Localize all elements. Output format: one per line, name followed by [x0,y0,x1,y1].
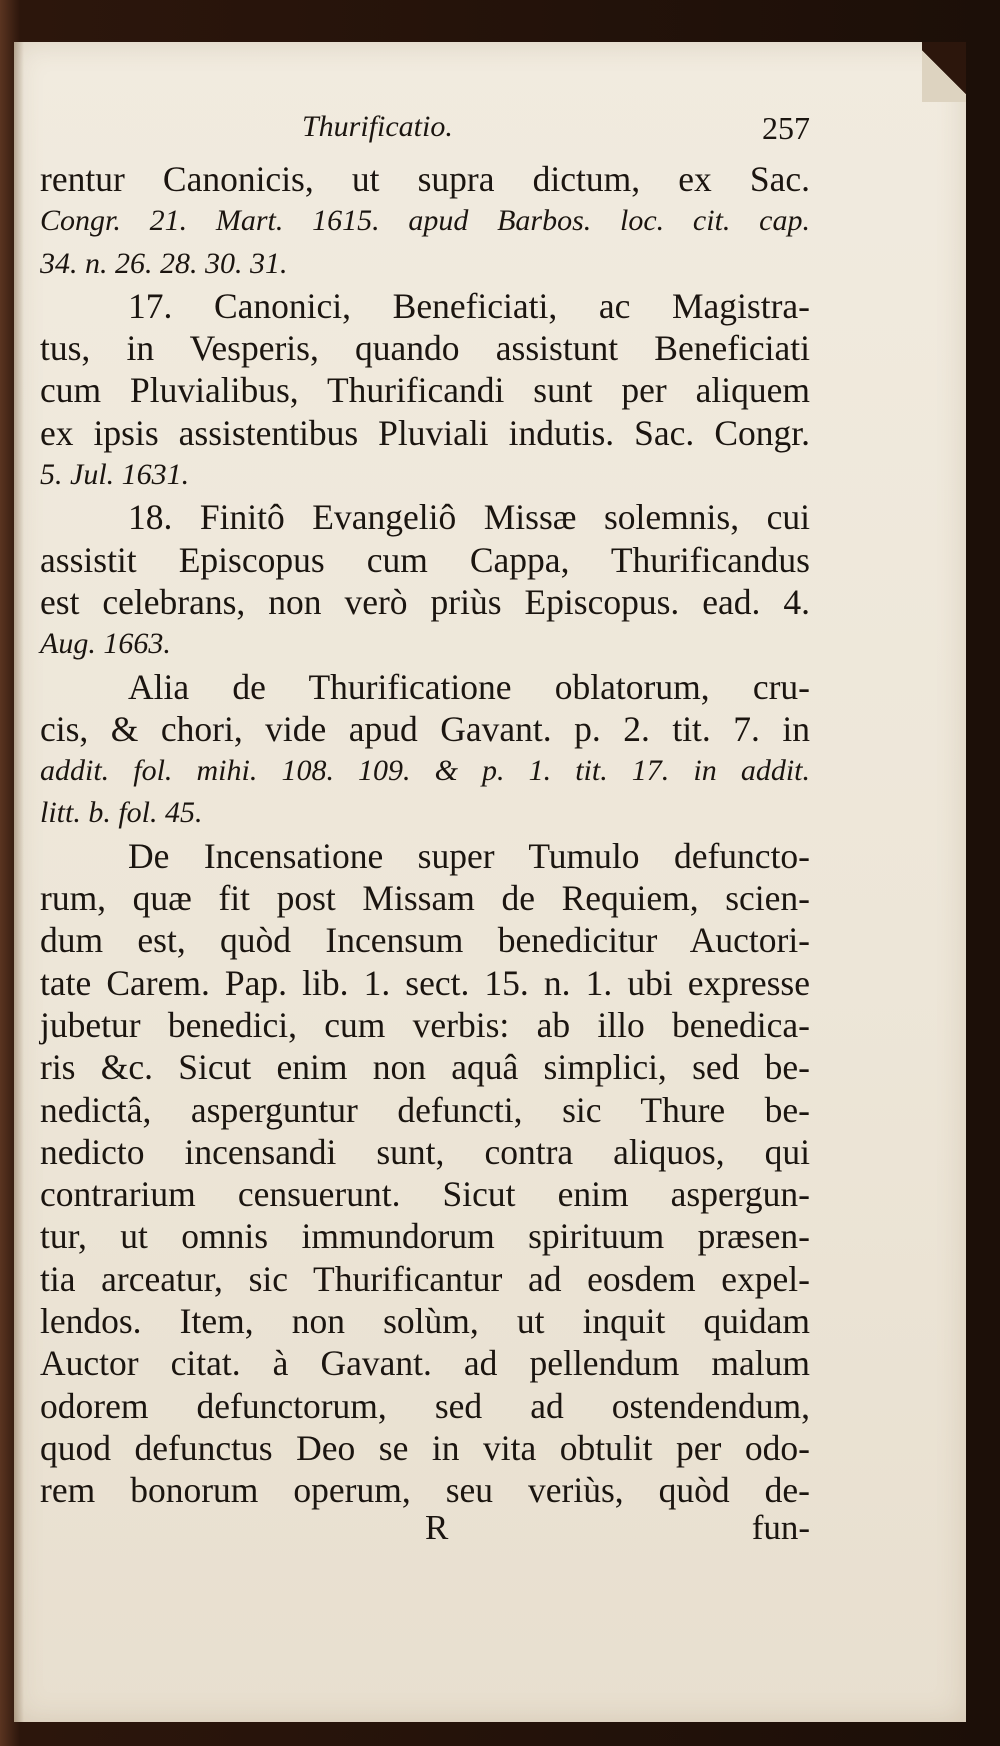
text-line: tia arceatur, sic Thurificantur ad eosdem expel- [40,1258,810,1299]
text-line: Auctor citat. à Gavant. ad pellendum malum [40,1343,810,1384]
text-line: Alia de Thurificatione oblatorum, cru- [128,666,810,707]
text-line: nedicto incensandi sunt, contra aliquos, qui [40,1131,810,1172]
text-line: 34. n. 26. 28. 30. 31. [40,246,288,280]
text-line: Aug. 1663. [40,627,171,661]
page-gutter-shadow [14,42,24,1722]
text-line: De Incensatione super Tumulo defuncto- [128,835,810,876]
catchword: fun- [751,1507,810,1547]
text-line: tur, ut omnis immundorum spirituum præsen- [40,1216,810,1257]
text-line: odorem defunctorum, sed ad ostendendum, [40,1385,810,1426]
text-line: 17. Canonici, Beneficiati, ac Magistra- [128,285,810,326]
text-line: assistit Episcopus cum Cappa, Thurificandus [40,539,810,580]
text-line: tate Carem. Pap. lib. 1. sect. 15. n. 1. ubi expresse [40,962,810,1003]
text-line: litt. b. fol. 45. [40,796,203,830]
text-line: rum, quæ fit post Missam de Requiem, scien- [40,878,810,919]
page-footer [40,1507,810,1554]
text-line: rem bonorum operum, seu veriùs, quòd de- [40,1470,810,1511]
folded-corner [922,42,966,102]
text-line: lendos. Item, non solùm, ut inquit quidam [40,1301,810,1342]
text-line: 18. Finitô Evangeliô Missæ solemnis, cui [128,497,810,538]
text-line: ex ipsis assistentibus Pluviali indutis. Sac. Congr. [40,412,810,453]
text-line: rentur Canonicis, ut supra dictum, ex Sac. [40,159,810,199]
text-line: Congr. 21. Mart. 1615. apud Barbos. loc. cit. cap. [40,204,810,238]
signature-mark: R [425,1507,449,1547]
text-line: nedictâ, asperguntur defuncti, sic Thure be- [40,1089,810,1130]
body-text [40,158,810,1512]
text-line: ris &c. Sicut enim non aquâ simplici, sed be- [40,1047,810,1088]
text-line: contrarium censuerunt. Sicut enim aspergun- [40,1174,810,1215]
page-header [40,110,810,158]
running-title: Thurificatio. [302,110,453,143]
text-line: cum Pluvialibus, Thurificandi sunt per aliquem [40,370,810,411]
text-line: 5. Jul. 1631. [40,458,190,492]
text-line: jubetur benedici, cum verbis: ab illo benedica- [40,1004,810,1045]
text-line: tus, in Vesperis, quando assistunt Beneficiati [40,328,810,369]
text-line: addit. fol. mihi. 108. 109. & p. 1. tit. 17. in addit. [40,754,810,788]
text-line: est celebrans, non verò priùs Episcopus. ead. 4. [40,581,810,622]
page-text-block [40,110,810,1554]
text-line: quod defunctus Deo se in vita obtulit per odo- [40,1427,810,1468]
page-number: 257 [762,110,810,146]
text-line: dum est, quòd Incensum benedicitur Auctori- [40,920,810,961]
text-line: cis, & chori, vide apud Gavant. p. 2. tit. 7. in [40,708,810,749]
